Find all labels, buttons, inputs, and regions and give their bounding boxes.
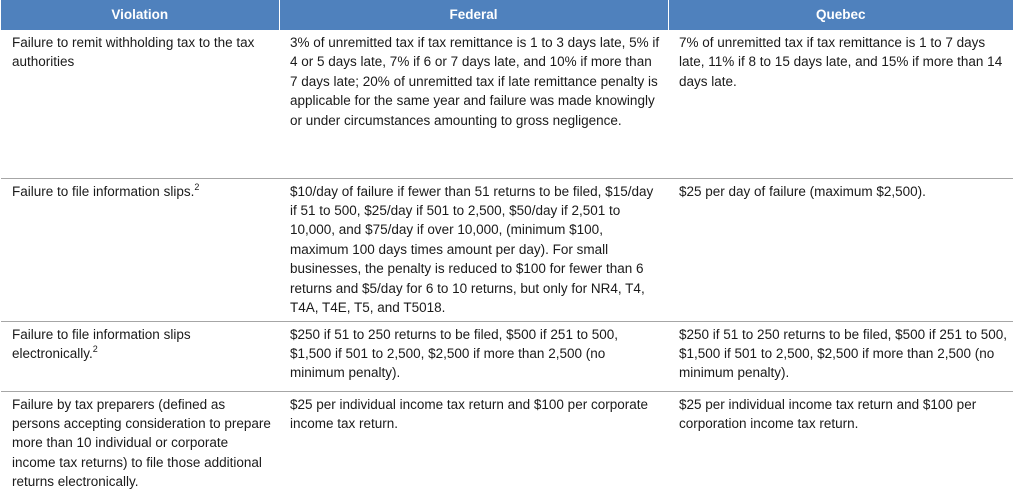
header-row [1,0,1013,30]
quebec-cell: $250 if 51 to 250 returns to be filed, $500 if 251 to 500, $1,500 if 501 to 2,500, $2,500 if more than 2,500 (no minimum penalty). [668,321,1013,391]
violation-text: Failure to remit withholding tax to the tax authorities [12,35,255,70]
table-row [1,321,1013,391]
penalty-table [1,0,1013,494]
footnote-marker: 2 [92,343,98,354]
header-quebec: Quebec [668,0,1013,30]
federal-cell: 3% of unremitted tax if tax remittance is 1 to 3 days late, 5% if 4 or 5 days late, 7% if 6 or 7 days late, and 10% if more than 7 days late; 20% of unremitted tax if late remittance penalty is applicable for the same year and failure was made knowingly or under circumstances amounting to gross negligence. [279,30,668,178]
violation-text: Failure by tax preparers (defined as persons accepting consideration to prepare more than 10 individual or corporate income tax returns) to file those additional returns electronically. [12,396,271,490]
violation-cell [1,178,279,321]
violation-text: Failure to file information slips electronically. [12,326,191,361]
table-row [1,391,1013,494]
violation-cell [1,321,279,391]
footnote-marker: 2 [194,181,200,192]
violation-cell [1,391,279,494]
violation-cell [1,30,279,178]
federal-cell: $10/day of failure if fewer than 51 returns to be filed, $15/day if 51 to 500, $25/day if 501 to 2,500, $50/day if 2,501 to 10,000, and $75/day if over 10,000, (minimum $100, maximum 100 days times amount per day). For small businesses, the penalty is reduced to $100 for fewer than 6 returns and $5/day for 6 to 10 returns, but only for NR4, T4, T4A, T4E, T5, and T5018. [279,178,668,321]
table-row [1,30,1013,178]
federal-cell: $25 per individual income tax return and $100 per corporate income tax return. [290,396,648,431]
quebec-cell: $25 per individual income tax return and $100 per corporation income tax return. [679,396,977,431]
quebec-cell: $25 per day of failure (maximum $2,500). [668,178,1013,321]
header-violation: Violation [1,0,279,30]
header-federal: Federal [279,0,668,30]
violation-text: Failure to file information slips. [12,183,195,199]
federal-cell: $250 if 51 to 250 returns to be filed, $500 if 251 to 500, $1,500 if 501 to 2,500, $2,500 if more than 2,500 (no minimum penalty). [279,321,668,391]
quebec-cell: 7% of unremitted tax if tax remittance is 1 to 7 days late, 11% if 8 to 15 days late, and 15% if more than 14 days late. [668,30,1013,178]
table-row [1,178,1013,321]
